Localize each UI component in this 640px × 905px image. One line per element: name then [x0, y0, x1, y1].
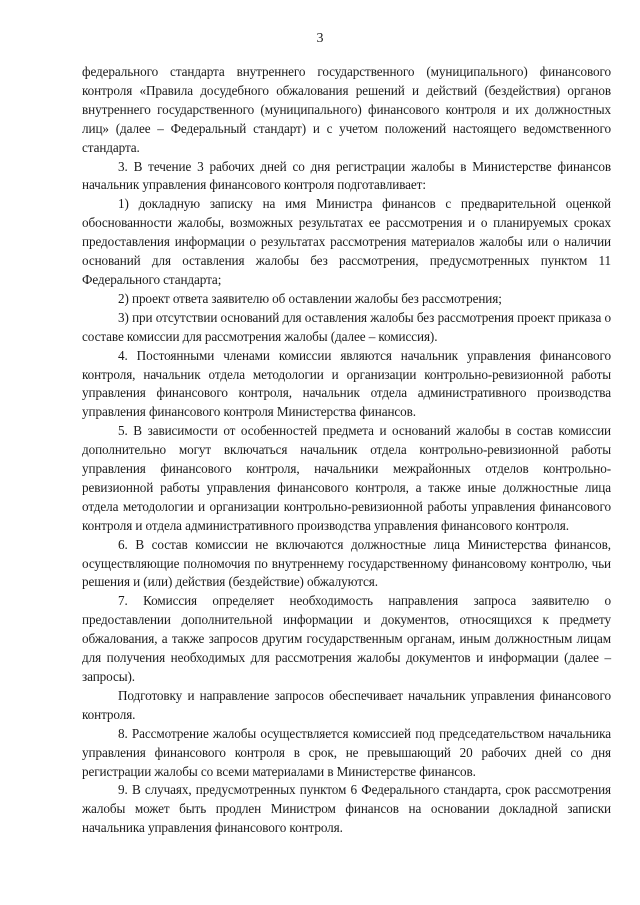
paragraph-subitem-3: 3) при отсутствии оснований для оставления жалобы без рассмотрения проект приказа о составе комиссии для рассмотрения жалобы (далее – комиссия).: [82, 309, 611, 344]
paragraph-continuation: федерального стандарта внутреннего государственного (муниципального) финансового контроля «Правила досудебного обжалования решений и действий (бездействия) органов внутреннего государственного (муниципального) финансового контроля и их должностных лиц» (далее – Федеральный стандарт) и с учетом положений настоящего ведомственного стандарта.: [82, 64, 611, 155]
paragraph-item-3: 3. В течение 3 рабочих дней со дня регистрации жалобы в Министерстве финансов начальник управления финансового контроля подготавливает:: [82, 158, 611, 193]
paragraph-subitem-1: 1) докладную записку на имя Министра финансов с предварительной оценкой обоснованности жалобы, возможных результатах ее рассмотрения и о планируемых сроках предоставления информации о результатах рассмотрения материалов жалобы или о наличии оснований для оставления жалобы без рассмотрения, предусмотренных пунктом 11 Федерального стандарта;: [82, 196, 611, 287]
paragraph-item-7: 7. Комиссия определяет необходимость направления запроса заявителю о предоставлении дополнительной информации и документов, относящихся к предмету обжалования, а также запросов другим государственным органам, иным должностным лицам для получения необходимых для рассмотрения жалобы документов и информации (далее – запросы).: [82, 593, 611, 684]
page-number: 3: [316, 31, 324, 46]
paragraph-item-6: 6. В состав комиссии не включаются должностные лица Министерства финансов, осуществляющие полномочия по внутреннему государственному финансовому контролю, чьи решения и (или) действия (бездействие) обжалуются.: [82, 536, 611, 590]
paragraph-subitem-2: 2) проект ответа заявителю об оставлении жалобы без рассмотрения;: [118, 290, 502, 306]
paragraph-item-9: 9. В случаях, предусмотренных пунктом 6 Федерального стандарта, срок рассмотрения жалобы может быть продлен Министром финансов на основании докладной записки начальника управления финансового контроля.: [82, 782, 611, 836]
paragraph-item-8: 8. Рассмотрение жалобы осуществляется комиссией под председательством начальника управления финансового контроля в срок, не превышающий 20 рабочих дней со дня регистрации жалобы со всеми материалами в Министерстве финансов.: [82, 725, 611, 779]
paragraph-item-4: 4. Постоянными членами комиссии являются начальник управления финансового контроля, начальник отдела методологии и организации контрольно-ревизионной работы управления финансового контроля, начальник отдела административного производства управления финансового контроля Министерства финансов.: [82, 347, 611, 420]
paragraph-item-7-continuation: Подготовку и направление запросов обеспечивает начальник управления финансового контроля.: [82, 687, 611, 722]
paragraph-item-5: 5. В зависимости от особенностей предмета и оснований жалобы в состав комиссии дополнительно могут включаться начальник отдела контрольно-ревизионной работы управления финансового контроля, начальники межрайонных отделов контрольно-ревизионной работы управления финансового контроля, а также иные должностные лица отдела методологии и организации контрольно-ревизионной работы управления финансового контроля и отдела административного производства управления финансового контроля.: [82, 423, 611, 533]
document-body: [82, 63, 611, 838]
